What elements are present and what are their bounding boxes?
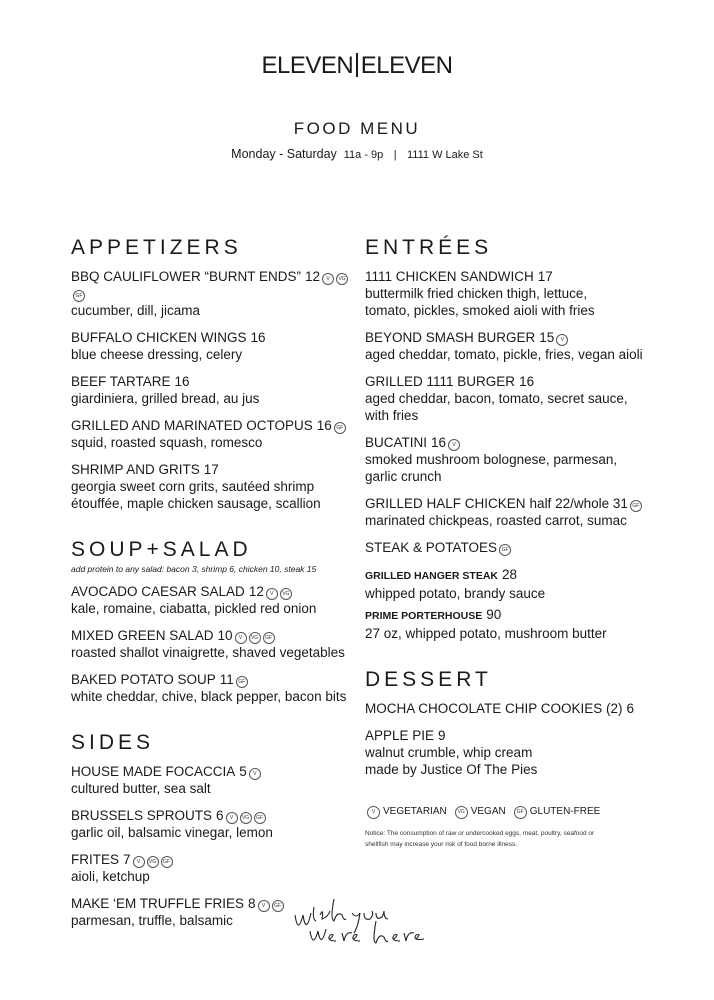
menu-item bbox=[71, 329, 361, 363]
item-name: FRITES bbox=[71, 852, 120, 867]
section-soup-salad bbox=[71, 538, 361, 705]
gf-badge-icon: GF bbox=[161, 856, 173, 868]
item-name: BUFFALO CHICKEN WINGS bbox=[71, 330, 247, 345]
item-name: MIXED GREEN SALAD bbox=[71, 628, 214, 643]
item-description: walnut crumble, whip cream bbox=[365, 745, 533, 760]
menu-item bbox=[71, 627, 361, 661]
item-name: SHRIMP AND GRITS bbox=[71, 462, 200, 477]
menu-item bbox=[71, 851, 361, 885]
item-price: 6 bbox=[626, 701, 635, 716]
food-safety-notice: Notice: The consumption of raw or undercooked eggs, meat, poultry, seafood or shellfish may increase your risk of food borne illness. bbox=[365, 830, 595, 848]
item-description: tomato, pickles, smoked aioli with fries bbox=[365, 303, 595, 318]
menu-item bbox=[365, 606, 665, 642]
item-price: 11 bbox=[219, 672, 234, 687]
menu-item bbox=[71, 268, 361, 319]
menu-item-header bbox=[365, 495, 665, 512]
v-badge-icon: V bbox=[266, 588, 278, 600]
section-title: SOUP+SALAD bbox=[71, 538, 252, 561]
menu-item-header bbox=[71, 373, 361, 390]
days: Monday - Saturday bbox=[231, 147, 337, 161]
menu-item bbox=[365, 566, 665, 602]
menu-item-header bbox=[71, 851, 361, 868]
menu-item-header bbox=[71, 417, 361, 434]
item-name: STEAK & POTATOES bbox=[365, 540, 498, 555]
menu-item-header bbox=[71, 763, 361, 780]
item-name: BRUSSELS SPROUTS bbox=[71, 808, 213, 823]
item-price: 6 bbox=[216, 808, 224, 823]
gf-badge-icon: GF bbox=[236, 676, 248, 688]
menu-item-header bbox=[365, 566, 665, 585]
gf-badge-icon: GF bbox=[73, 290, 85, 302]
item-description: whipped potato, brandy sauce bbox=[365, 586, 546, 601]
menu-item-header bbox=[365, 606, 665, 625]
logo-right: ELEVEN bbox=[360, 52, 453, 79]
v-badge-icon: V bbox=[448, 439, 460, 451]
item-name: GRILLED HALF CHICKEN bbox=[365, 496, 526, 511]
section-entr-es bbox=[365, 236, 665, 642]
item-description: buttermilk fried chicken thigh, lettuce, bbox=[365, 286, 588, 301]
gf-badge-icon: GF bbox=[272, 900, 284, 912]
menu-item-header bbox=[365, 268, 665, 285]
menu-item bbox=[365, 373, 665, 424]
right-column bbox=[365, 236, 665, 788]
logo-left: ELEVEN bbox=[261, 52, 354, 79]
item-name: GRILLED HANGER STEAK bbox=[365, 570, 499, 582]
item-price: half 22/whole 31 bbox=[529, 496, 628, 511]
item-description: georgia sweet corn grits, sautéed shrimp bbox=[71, 479, 315, 494]
item-description: aioli, ketchup bbox=[71, 869, 150, 884]
item-price: 16 bbox=[431, 435, 447, 450]
item-name: MOCHA CHOCOLATE CHIP COOKIES (2) bbox=[365, 701, 623, 716]
item-name: BUCATINI bbox=[365, 435, 428, 450]
item-description: parmesan, truffle, balsamic bbox=[71, 913, 233, 928]
signature bbox=[290, 895, 440, 960]
logo-divider bbox=[356, 53, 358, 77]
menu-item-header bbox=[365, 727, 665, 744]
gf-badge-icon: GF bbox=[254, 812, 266, 824]
item-description: kale, romaine, ciabatta, pickled red onion bbox=[71, 601, 317, 616]
section-title: SIDES bbox=[71, 731, 155, 754]
gf-badge-icon: GF bbox=[630, 500, 642, 512]
item-name: BBQ CAULIFLOWER “BURNT ENDS” bbox=[71, 269, 302, 284]
item-price: 10 bbox=[217, 628, 233, 643]
menu-item-header bbox=[71, 583, 361, 600]
item-price: 16 bbox=[250, 330, 266, 345]
menu-item-header bbox=[71, 461, 361, 478]
vg-badge-icon: VG bbox=[240, 812, 252, 824]
item-price: 28 bbox=[502, 567, 518, 582]
section-title: APPETIZERS bbox=[71, 236, 242, 259]
item-name: BEEF TARTARE bbox=[71, 374, 171, 389]
item-name: 1111 CHICKEN SANDWICH bbox=[365, 269, 534, 284]
item-name: PRIME PORTERHOUSE bbox=[365, 610, 483, 622]
address: 1111 W Lake St bbox=[407, 149, 483, 161]
section-dessert bbox=[365, 668, 665, 778]
menu-title: FOOD MENU bbox=[293, 119, 421, 138]
menu-item-header bbox=[365, 329, 665, 346]
item-description: 27 oz, whipped potato, mushroom butter bbox=[365, 626, 607, 641]
v-badge-icon: V bbox=[367, 806, 380, 819]
v-badge-icon: V bbox=[249, 768, 261, 780]
item-price: 12 bbox=[248, 584, 264, 599]
item-price: 9 bbox=[438, 728, 446, 743]
gf-badge-icon: GF bbox=[263, 632, 275, 644]
gf-badge-icon: GF bbox=[514, 806, 527, 819]
menu-item bbox=[71, 417, 361, 451]
item-price: 8 bbox=[248, 896, 256, 911]
menu-item bbox=[365, 727, 665, 778]
section-title: DESSERT bbox=[365, 668, 492, 691]
item-description: étouffée, maple chicken sausage, scallion bbox=[71, 496, 321, 511]
menu-item-header bbox=[365, 434, 665, 451]
logo bbox=[0, 52, 714, 80]
item-description: cucumber, dill, jicama bbox=[71, 303, 201, 318]
menu-item bbox=[71, 671, 361, 705]
item-description: blue cheese dressing, celery bbox=[71, 347, 243, 362]
item-name: APPLE PIE bbox=[365, 728, 435, 743]
menu-item bbox=[71, 373, 361, 407]
v-badge-icon: V bbox=[226, 812, 238, 824]
menu-item bbox=[365, 268, 665, 319]
menu-item bbox=[365, 700, 665, 717]
item-description: giardiniera, grilled bread, au jus bbox=[71, 391, 260, 406]
item-description: marinated chickpeas, roasted carrot, sumac bbox=[365, 513, 627, 528]
vg-badge-icon: VG bbox=[455, 806, 468, 819]
section-note: add protein to any salad: bacon 3, shrimp 6, chicken 10, steak 15 bbox=[71, 564, 317, 574]
item-description: white cheddar, chive, black pepper, bacon bits bbox=[71, 689, 347, 704]
hours: 11a - 9p bbox=[343, 149, 384, 161]
signature-script-icon bbox=[290, 895, 440, 955]
menu-item-header bbox=[365, 373, 665, 390]
menu-item bbox=[71, 807, 361, 841]
vg-badge-icon: VG bbox=[249, 632, 261, 644]
item-description: squid, roasted squash, romesco bbox=[71, 435, 263, 450]
item-description: made by Justice Of The Pies bbox=[365, 762, 538, 777]
item-name: BEYOND SMASH BURGER bbox=[365, 330, 536, 345]
v-badge-icon: V bbox=[258, 900, 270, 912]
item-description: aged cheddar, bacon, tomato, secret sauce, bbox=[365, 391, 628, 406]
gf-badge-icon: GF bbox=[499, 544, 511, 556]
item-price: 12 bbox=[305, 269, 321, 284]
vg-badge-icon: VG bbox=[280, 588, 292, 600]
item-name: AVOCADO CAESAR SALAD bbox=[71, 584, 245, 599]
v-badge-icon: V bbox=[556, 334, 568, 346]
menu-item bbox=[365, 329, 665, 363]
vg-badge-icon: VG bbox=[336, 273, 348, 285]
menu-item-header bbox=[71, 807, 361, 824]
legend-label: GLUTEN-FREE bbox=[529, 806, 601, 817]
section-appetizers bbox=[71, 236, 361, 512]
menu-item-header bbox=[71, 329, 361, 346]
item-description: garlic oil, balsamic vinegar, lemon bbox=[71, 825, 273, 840]
menu-item bbox=[365, 495, 665, 529]
item-description: smoked mushroom bolognese, parmesan, bbox=[365, 452, 618, 467]
v-badge-icon: V bbox=[322, 273, 334, 285]
section-title: ENTRÉES bbox=[365, 236, 493, 259]
menu-item bbox=[71, 763, 361, 797]
v-badge-icon: V bbox=[133, 856, 145, 868]
menu-item-header bbox=[71, 627, 361, 644]
item-price: 16 bbox=[316, 418, 332, 433]
item-description: aged cheddar, tomato, pickle, fries, vegan aioli bbox=[365, 347, 643, 362]
separator: | bbox=[393, 149, 397, 161]
vg-badge-icon: VG bbox=[147, 856, 159, 868]
menu-item bbox=[365, 539, 665, 556]
item-price: 5 bbox=[239, 764, 247, 779]
item-name: MAKE ‘EM TRUFFLE FRIES bbox=[71, 896, 245, 911]
item-name: GRILLED 1111 BURGER bbox=[365, 374, 516, 389]
item-price: 90 bbox=[486, 607, 502, 622]
legend-label: VEGAN bbox=[470, 806, 506, 817]
gf-badge-icon: GF bbox=[334, 422, 346, 434]
item-price: 16 bbox=[519, 374, 535, 389]
menu-item bbox=[365, 434, 665, 485]
item-price: 17 bbox=[203, 462, 219, 477]
menu-item bbox=[71, 583, 361, 617]
menu-item-header bbox=[71, 268, 361, 302]
legend-label: VEGETARIAN bbox=[383, 806, 447, 817]
left-column bbox=[71, 236, 361, 939]
item-name: GRILLED AND MARINATED OCTOPUS bbox=[71, 418, 313, 433]
item-price: 16 bbox=[174, 374, 190, 389]
menu-item-header bbox=[71, 671, 361, 688]
item-description: with fries bbox=[365, 408, 419, 423]
hours-line bbox=[0, 147, 714, 161]
item-description: garlic crunch bbox=[365, 469, 442, 484]
dietary-legend bbox=[365, 806, 606, 819]
item-price: 7 bbox=[123, 852, 131, 867]
item-price: 17 bbox=[537, 269, 553, 284]
menu-item-header bbox=[365, 539, 665, 556]
item-description: roasted shallot vinaigrette, shaved vegetables bbox=[71, 645, 345, 660]
menu-item bbox=[71, 461, 361, 512]
v-badge-icon: V bbox=[235, 632, 247, 644]
item-price: 15 bbox=[539, 330, 555, 345]
menu-item-header bbox=[365, 700, 665, 717]
item-name: BAKED POTATO SOUP bbox=[71, 672, 216, 687]
item-name: HOUSE MADE FOCACCIA bbox=[71, 764, 236, 779]
item-description: cultured butter, sea salt bbox=[71, 781, 211, 796]
